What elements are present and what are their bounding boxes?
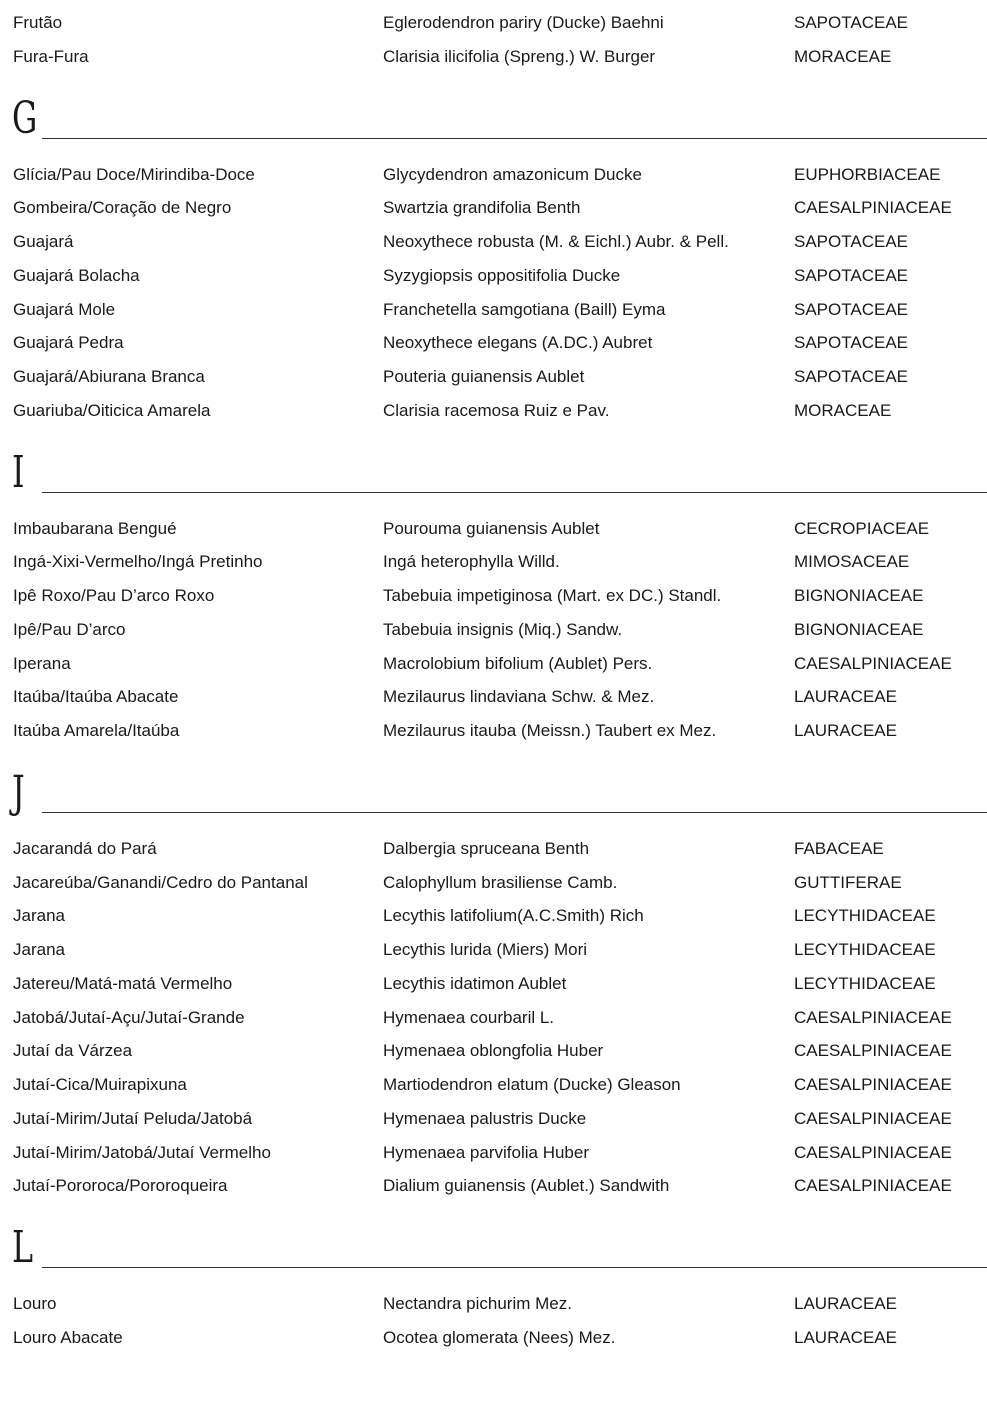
common-name: Jutaí-Mirim/Jatobá/Jutaí Vermelho [13,1142,271,1162]
family-name: FABACEAE [794,838,884,858]
section-divider [42,138,987,139]
family-name: SAPOTACEAE [794,13,908,32]
scientific-name: Nectandra pichurim Mez. [383,1294,572,1313]
scientific-name: Neoxythece robusta (M. & Eichl.) Aubr. & Pell. [383,232,729,251]
scientific-name: Lecythis latifolium(A.C.Smith) Rich [383,906,644,926]
scientific-name: Macrolobium bifolium (Aublet) Pers. [383,653,653,673]
table-row [0,262,987,290]
common-name: Jacareúba/Ganandi/Cedro do Pantanal [13,872,308,892]
scientific-name: Hymenaea oblongfolia Huber [383,1041,604,1061]
common-name: Itaúba/Itaúba Abacate [13,687,179,707]
family-name: MORACEAE [794,400,892,420]
common-name: Louro [13,1294,57,1313]
table-row [0,1004,987,1032]
table-row [0,515,987,543]
scientific-name: Eglerodendron pariry (Ducke) Baehni [383,13,664,32]
common-name: Louro Abacate [13,1327,123,1347]
family-name: LAURACEAE [794,1327,897,1347]
scientific-name: Lecythis lurida (Miers) Mori [383,940,588,959]
scientific-name: Syzygiopsis oppositifolia Ducke [383,265,621,285]
table-row [0,228,987,256]
table-row [0,650,987,678]
scientific-name: Clarisia ilicifolia (Spreng.) W. Burger [383,46,656,66]
common-name: Jarana [13,906,65,926]
table-row [0,835,987,863]
table-row [0,397,987,425]
family-name: GUTTIFERAE [794,872,902,892]
family-name: SAPOTACEAE [794,265,908,285]
table-row [0,902,987,930]
section-heading [0,763,987,818]
common-name: Frutão [13,13,63,32]
scientific-name: Ocotea glomerata (Nees) Mez. [383,1327,616,1347]
scientific-name: Tabebuia insignis (Miq.) Sandw. [383,619,623,639]
family-name: LAURACEAE [794,1294,897,1313]
scientific-name: Hymenaea parvifolia Huber [383,1142,589,1162]
common-name: Ipê Roxo/Pau D’arco Roxo [13,586,215,605]
table-row [0,1037,987,1065]
common-name: Ipê/Pau D’arco [13,619,126,639]
family-name: CECROPIACEAE [794,518,930,538]
section-letter: G [12,92,38,144]
common-name: Jatobá/Jutaí-Açu/Jutaí-Grande [13,1007,245,1027]
common-name: Jatereu/Matá-matá Vermelho [13,973,233,993]
common-name: Iperana [13,653,71,673]
scientific-name: Mezilaurus itauba (Meissn.) Taubert ex Mez. [383,721,717,740]
table-row [0,1172,987,1200]
table-row [0,616,987,644]
scientific-name: Ingá heterophylla Willd. [383,552,560,572]
table-row [0,683,987,711]
scientific-name: Dialium guianensis (Aublet.) Sandwith [383,1176,670,1196]
scientific-name: Swartzia grandifolia Benth [383,198,581,218]
table-row [0,1139,987,1167]
table-row [0,43,987,71]
common-name: Jutaí-Mirim/Jutaí Peluda/Jatobá [13,1108,253,1128]
common-name: Fura-Fura [13,46,89,66]
table-row [0,1071,987,1099]
scientific-name: Neoxythece elegans (A.DC.) Aubret [383,333,653,353]
family-name: CAESALPINIACEAE [794,1007,952,1027]
table-row [0,1105,987,1133]
common-name: Jutaí-Cica/Muirapixuna [13,1075,187,1094]
scientific-name: Pourouma guianensis Aublet [383,518,600,538]
scientific-name: Glycydendron amazonicum Ducke [383,164,642,184]
section-divider [42,492,987,493]
scientific-name: Dalbergia spruceana Benth [383,838,590,858]
table-row [0,329,987,357]
table-row [0,1290,987,1318]
table-row [0,161,987,189]
section-heading [0,1218,987,1273]
scientific-name: Lecythis idatimon Aublet [383,973,567,993]
scientific-name: Tabebuia impetiginosa (Mart. ex DC.) Standl. [383,586,722,605]
family-name: BIGNONIACEAE [794,619,924,639]
family-name: LAURACEAE [794,721,897,740]
common-name: Itaúba Amarela/Itaúba [13,721,180,740]
common-name: Jarana [13,940,65,959]
scientific-name: Clarisia racemosa Ruiz e Pav. [383,400,610,420]
scientific-name: Calophyllum brasiliense Camb. [383,872,618,892]
table-row [0,9,987,37]
section-heading [0,89,987,144]
family-name: CAESALPINIACEAE [794,1108,952,1128]
table-row [0,1324,987,1352]
family-name: CAESALPINIACEAE [794,653,952,673]
table-row [0,194,987,222]
table-row [0,548,987,576]
common-name: Guajará/Abiurana Branca [13,367,205,386]
common-name: Guajará [13,232,74,251]
table-row [0,296,987,324]
scientific-name: Hymenaea courbaril L. [383,1007,555,1027]
family-name: SAPOTACEAE [794,333,908,353]
scientific-name: Mezilaurus lindaviana Schw. & Mez. [383,687,655,707]
family-name: SAPOTACEAE [794,232,908,251]
family-name: LECYTHIDACEAE [794,940,936,959]
table-row [0,970,987,998]
section-divider [42,812,987,813]
family-name: SAPOTACEAE [794,367,908,386]
common-name: Gombeira/Coração de Negro [13,198,232,218]
scientific-name: Martiodendron elatum (Ducke) Gleason [383,1075,681,1094]
scientific-name: Pouteria guianensis Aublet [383,367,585,386]
family-name: LECYTHIDACEAE [794,973,936,993]
family-name: CAESALPINIACEAE [794,1041,952,1061]
table-row [0,363,987,391]
section-letter: L [12,1222,34,1273]
common-name: Jacarandá do Pará [13,838,157,858]
scientific-name: Hymenaea palustris Ducke [383,1108,587,1128]
section-letter: J [12,766,25,818]
family-name: CAESALPINIACEAE [794,1075,952,1094]
table-row [0,869,987,897]
common-name: Jutaí da Várzea [13,1041,133,1061]
common-name: Guajará Pedra [13,333,124,353]
family-name: BIGNONIACEAE [794,586,924,605]
table-row [0,582,987,610]
common-name: Imbaubarana Bengué [13,518,177,538]
common-name: Guajará Mole [13,299,116,319]
family-name: EUPHORBIACEAE [794,164,941,184]
scientific-name: Franchetella samgotiana (Baill) Eyma [383,299,666,319]
section-letter: I [12,446,25,498]
common-name: Jutaí-Pororoca/Pororoqueira [13,1176,228,1196]
common-name: Ingá-Xixi-Vermelho/Ingá Pretinho [13,552,263,572]
common-name: Guariuba/Oiticica Amarela [13,400,211,420]
table-row [0,936,987,964]
family-name: MORACEAE [794,46,892,66]
section-heading [0,443,987,498]
common-name: Glícia/Pau Doce/Mirindiba-Doce [13,164,255,184]
family-name: CAESALPINIACEAE [794,198,952,218]
family-name: SAPOTACEAE [794,299,908,319]
common-name: Guajará Bolacha [13,265,140,285]
section-divider [42,1267,987,1268]
family-name: LECYTHIDACEAE [794,906,936,926]
family-name: CAESALPINIACEAE [794,1176,952,1196]
table-row [0,717,987,745]
family-name: LAURACEAE [794,687,897,707]
family-name: CAESALPINIACEAE [794,1142,952,1162]
family-name: MIMOSACEAE [794,552,910,572]
